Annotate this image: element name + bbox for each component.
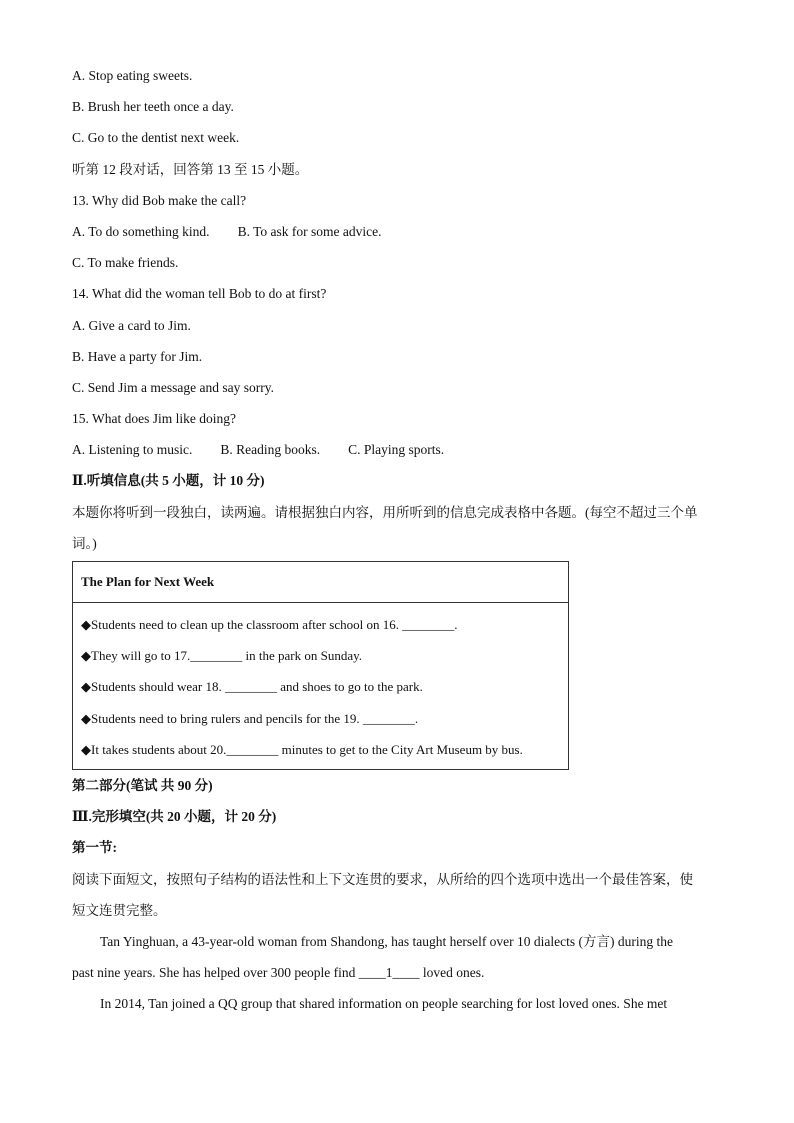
plan-row-16: ◆Students need to clean up the classroom after school on 16. ________.	[81, 617, 458, 632]
q15-option-b: B. Reading books.	[220, 442, 321, 458]
q13-option-c: C. To make friends.	[72, 255, 179, 271]
section-3-instruction-line2: 短文连贯完整。	[72, 902, 167, 918]
plan-row-19: ◆Students need to bring rulers and pencils for the 19. ________.	[81, 710, 419, 726]
q14-option-c: C. Send Jim a message and say sorry.	[72, 379, 274, 395]
passage-p1-line2	[72, 957, 732, 988]
plan-table	[72, 561, 569, 770]
dialogue-12-instruction: 听第 12 段对话，回答第 13 至 15 小题。	[72, 161, 309, 177]
q15-option-c: C. Playing sports.	[348, 442, 445, 458]
plan-table-title: The Plan for Next Week	[73, 562, 569, 603]
q13-option-b: B. To ask for some advice.	[237, 223, 382, 239]
q13-option-a: A. To do something kind.	[72, 223, 210, 239]
plan-row-20: ◆It takes students about 20.________ minutes to get to the City Art Museum by bus.	[81, 741, 523, 757]
q12-option-a: A. Stop eating sweets.	[72, 68, 193, 83]
passage-p1-line2-end: loved ones.	[419, 965, 485, 981]
section-3-heading: Ⅲ.完形填空(共 20 小题，计 20 分)	[72, 809, 277, 825]
q12-option-c: C. Go to the dentist next week.	[72, 130, 240, 146]
section-3-instruction-line1: 阅读下面短文，按照句子结构的语法性和上下文连贯的要求，从所给的四个选项中选出一个最佳答案，使	[72, 871, 693, 887]
section-3-subsection: 第一节:	[72, 840, 117, 856]
plan-table-body	[73, 603, 569, 770]
part-2-heading: 第二部分(笔试 共 90 分)	[72, 777, 213, 793]
section-2-instruction-line1: 本题你将听到一段独白，读两遍。请根据独白内容，用所听到的信息完成表格中各题。(每空不超过三个单	[72, 504, 698, 520]
passage-p2-line1: In 2014, Tan joined a QQ group that shared information on people searching for lost loved ones. She met	[100, 996, 668, 1012]
section-2-instruction-line2: 词。)	[72, 535, 97, 551]
blank-1: ____1____	[358, 965, 420, 981]
q14-option-a: A. Give a card to Jim.	[72, 317, 191, 333]
passage-p1-line1: Tan Yinghuan, a 43-year-old woman from Shandong, has taught herself over 10 dialects (方言) during the	[100, 933, 674, 949]
q13-question: 13. Why did Bob make the call?	[72, 192, 247, 208]
q14-question: 14. What did the woman tell Bob to do at first?	[72, 286, 327, 302]
q12-option-b: B. Brush her teeth once a day.	[72, 99, 234, 115]
q15-question: 15. What does Jim like doing?	[72, 411, 236, 427]
q15-option-a: A. Listening to music.	[72, 442, 193, 458]
section-2-heading: Ⅱ.听填信息(共 5 小题，计 10 分)	[72, 473, 265, 489]
plan-row-18: ◆Students should wear 18. ________ and shoes to go to the park.	[81, 679, 423, 695]
passage-p1-line2-start: past nine years. She has helped over 300 people find	[72, 965, 359, 981]
exam-page	[72, 60, 732, 1019]
plan-row-17: ◆They will go to 17.________ in the park on Sunday.	[81, 648, 363, 664]
q13-options-ab	[72, 216, 732, 247]
q15-options	[72, 434, 732, 465]
q14-option-b: B. Have a party for Jim.	[72, 348, 203, 364]
